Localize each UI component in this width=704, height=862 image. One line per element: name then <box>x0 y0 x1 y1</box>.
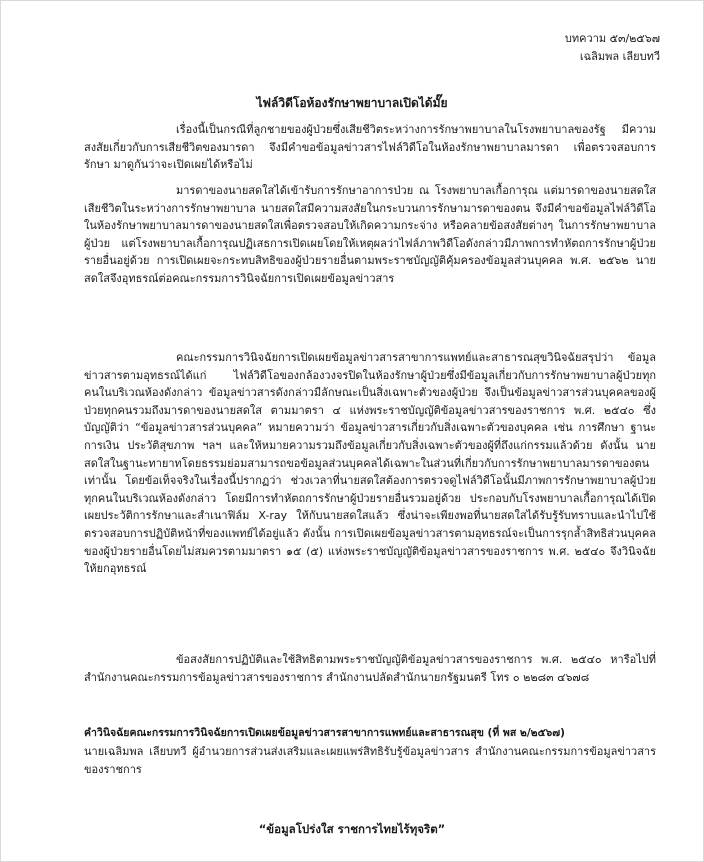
paragraph-facts: มารดาของนายสดใสได้เข้ารับการรักษาอาการป่วย ณ โรงพยาบาลเกื้อการุณ แต่มารดาของนายสดใสเสียชีวิตในระหว่างการรักษาพยาบาล นายสดใสมีความสงสัยในกระบวนการรักษามารดาของตน จึงมีคำขอข้อมูลไฟล์วิดีโอในห้องรักษาพยาบาลมารดาของนายสดใสเพื่อตรวจสอบให้เกิดความกระจ่าง หรือคลายข้อสงสัยต่างๆ ในการรักษาพยาบาลผู้ป่วย แต่โรงพยาบาลเกื้อการุณปฏิเสธการเปิดเผยโดยให้เหตุผลว่าไฟล์ภาพวิดีโอดังกล่าวมีภาพการทำหัตถการรักษาผู้ป่วยรายอื่นอยู่ด้วย การเปิดเผยจะกระทบสิทธิของผู้ป่วยรายอื่นตามพระราชบัญญัติคุ้มครองข้อมูลส่วนบุคคล พ.ศ. ๒๕๖๒ นายสดใสจึงอุทธรณ์ต่อคณะกรรมการวินิจฉัยการเปิดเผยข้อมูลข่าวสาร <box>84 184 656 285</box>
article-number: บทความ ๕๓/๒๕๖๗ <box>564 32 660 45</box>
document-title: ไฟล์วิดีโอห้องรักษาพยาบาลเปิดได้มั๊ย <box>256 96 448 110</box>
author-credit: นายเฉลิมพล เลียบทวี ผู้อำนวยการส่วนส่งเสริมและเผยแพร่สิทธิรับรู้ข้อมูลข่าวสาร สำนักงานคณะกรรมการข้อมูลข่าวสารของราชการ <box>84 745 656 776</box>
paragraph-contact: ข้อสงสัยการปฏิบัติและใช้สิทธิตามพระราชบัญญัติข้อมูลข่าวสารของราชการ พ.ศ. ๒๕๔๐ หารือไปที่สำนักงานคณะกรรมการข้อมูลข่าวสารของราชการ สำนักงานปลัดสำนักนายกรัฐมนตรี โทร ๐ ๒๒๘๓ ๔๖๗๘ <box>84 653 656 684</box>
author-name: เฉลิมพล เลียบทวี <box>579 50 660 63</box>
slogan: “ข้อมูลโปร่งใส ราชการไทยไร้ทุจริต” <box>258 822 446 836</box>
paragraph-intro: เรื่องนี้เป็นกรณีที่ลูกชายของผู้ป่วยซึ่งเสียชีวิตระหว่างการรักษาพยาบาลในโรงพยาบาลของรัฐ มีความสงสัยเกี่ยวกับการเสียชีวิตของมารดา จึงมีคำขอข้อมูลข่าวสารไฟล์วิดีโอในห้องรักษาพยาบาลมารดา เพื่อตรวจสอบการรักษา มาดูกันว่าจะเปิดเผยได้หรือไม่ <box>84 123 656 172</box>
paragraph-ruling: คณะกรรมการวินิจฉัยการเปิดเผยข้อมูลข่าวสารสาขาการแพทย์และสาธารณสุขวินิจฉัยสรุปว่า ข้อมูลข่าวสารตามอุทธรณ์ได้แก่ ไฟล์วิดีโอของกล้องวงจรปิดในห้องรักษาผู้ป่วยซึ่งมีข้อมูลเกี่ยวกับการรักษาพยาบาลผู้ป่วยทุกคนในบริเวณห้องดังกล่าว ข้อมูลข่าวสารดังกล่าวมีลักษณะเป็นสิ่งเฉพาะตัวของผู้ป่วย จึงเป็นข้อมูลข่าวสารส่วนบุคคลของผู้ป่วยทุกคนรวมถึงมารดาของนายสดใส ตามมาตรา ๔ แห่งพระราชบัญญัติข้อมูลข่าวสารของราชการ พ.ศ. ๒๕๔๐ ซึ่งบัญญัติว่า “ข้อมูลข่าวสารส่วนบุคคล” หมายความว่า ข้อมูลข่าวสารเกี่ยวกับสิ่งเฉพาะตัวของบุคคล เช่น การศึกษา ฐานะการเงิน ประวัติสุขภาพ ฯลฯ และให้หมายความรวมถึงข้อมูลเกี่ยวกับสิ่งเฉพาะตัวของผู้ที่ถึงแก่กรรมแล้วด้วย ดังนั้น นายสดใสในฐานะทายาทโดยธรรมย่อมสามารถขอข้อมูลส่วนบุคคลได้เฉพาะในส่วนที่เกี่ยวกับการรักษาพยาบาลมารดาของตนเท่านั้น โดยข้อเท็จจริงในเรื่องนี้ปรากฏว่า ช่วงเวลาที่นายสดใสต้องการตรวจดูไฟล์วิดีโอนั้นมีภาพการรักษาพยาบาลผู้ป่วยทุกคนในบริเวณห้องดังกล่าว โดยมีการทำหัตถการรักษาผู้ป่วยรายอื่นรวมอยู่ด้วย ประกอบกับโรงพยาบาลเกื้อการุณได้เปิดเผยประวัติการรักษาและสำเนาฟิล์ม X-ray ให้กับนายสดใสแล้ว ซึ่งน่าจะเพียงพอที่นายสดใสได้รับรู้รับทราบและนำไปใช้ตรวจสอบการปฏิบัติหน้าที่ของแพทย์ได้อยู่แล้ว ดังนั้น การเปิดเผยข้อมูลข่าวสารตามอุทธรณ์จะเป็นการรุกล้ำสิทธิส่วนบุคคลของผู้ป่วยรายอื่นโดยไม่สมควรตามมาตรา ๑๕ (๕) แห่งพระราชบัญญัติข้อมูลข่าวสารของราชการ พ.ศ. ๒๕๔๐ จึงวินิจฉัยให้ยกอุทธรณ์ <box>84 351 656 576</box>
ruling-reference: คำวินิจฉัยคณะกรรมการวินิจฉัยการเปิดเผยข้อมูลข่าวสารสาขาการแพทย์และสาธารณสุข (ที่ พส ๒/๒๕๖๗) <box>84 727 565 739</box>
